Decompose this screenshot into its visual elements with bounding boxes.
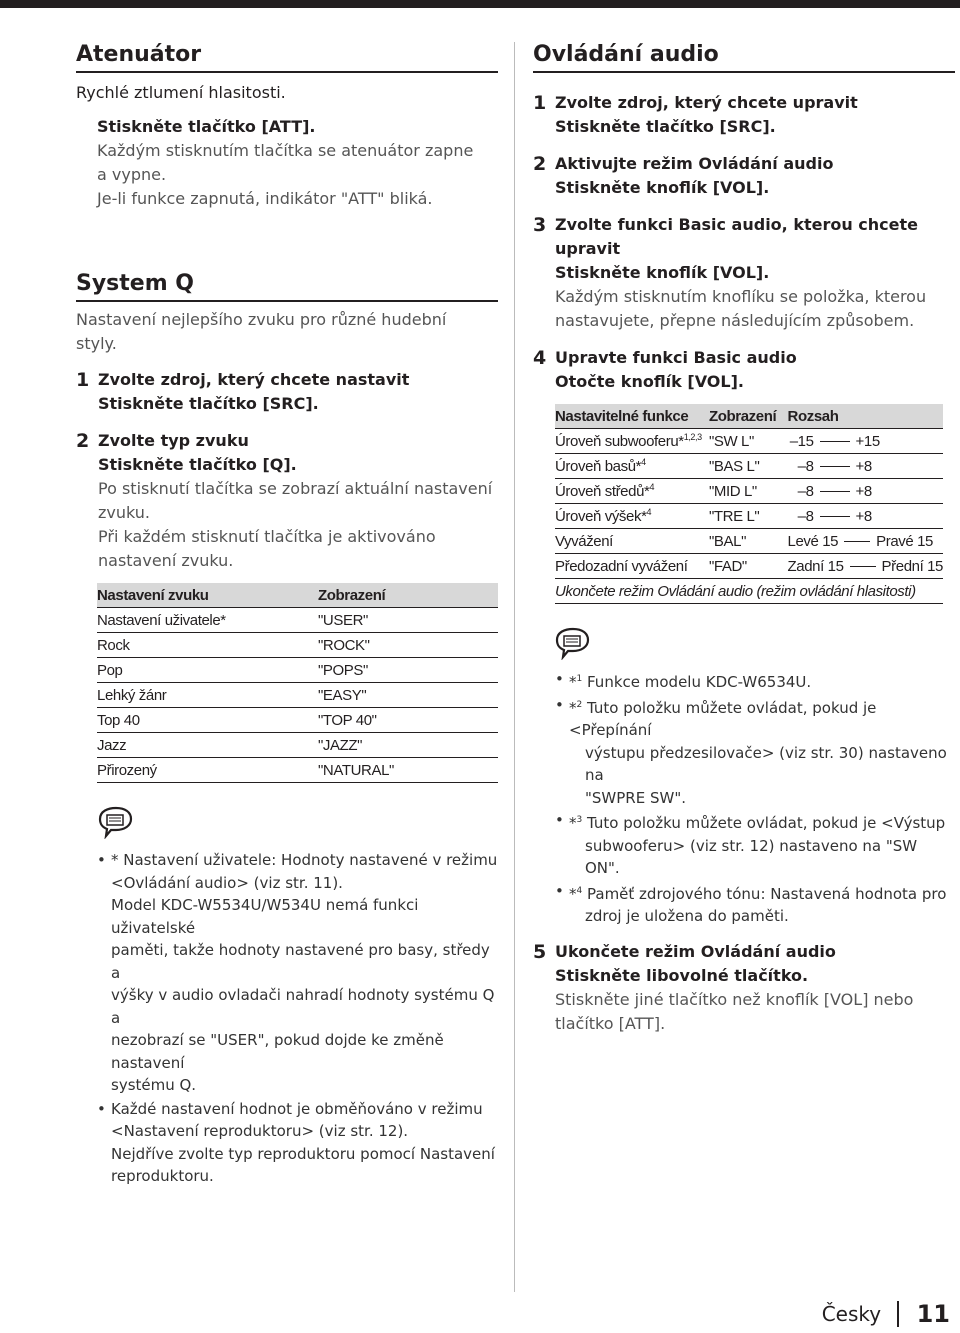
- table-row: [555, 529, 943, 554]
- range-line: [850, 566, 876, 568]
- page-number: 11: [916, 1300, 950, 1328]
- step-desc: tlačítko [ATT].: [555, 1013, 666, 1033]
- table-cell: "SW L": [709, 429, 788, 454]
- note-text: zdroj je uložena do paměti.: [585, 907, 789, 925]
- bullet-dot: •: [97, 1099, 106, 1118]
- table-row: [555, 429, 943, 454]
- note-item: [555, 880, 955, 928]
- table-header-row: [97, 583, 498, 608]
- range-to: Přední 15: [881, 557, 943, 575]
- audio-step3: [533, 213, 955, 333]
- footnote-ref: 4: [641, 457, 646, 467]
- note-mark: *: [569, 814, 577, 832]
- note-item: [97, 849, 498, 1097]
- note-text: Paměť zdrojového tónu: Nastavená hodnota pro: [582, 884, 947, 903]
- table-footer-cell: Ukončete režim Ovládání audio (režim ovládání hlasitosti): [555, 579, 943, 604]
- table-cell: Předozadní vyvážení: [555, 554, 709, 579]
- step-instruction: Otočte knoflík [VOL].: [555, 372, 744, 391]
- step-number: 1: [76, 369, 90, 391]
- table-cell: Jazz: [97, 733, 318, 758]
- table-cell: [788, 479, 943, 504]
- table-cell: [555, 479, 709, 504]
- atenuator-desc-line3: Je-li funkce zapnutá, indikátor "ATT" bliká.: [97, 189, 433, 208]
- step-title: Ukončete režim Ovládání audio: [555, 941, 836, 961]
- note-text: Model KDC-W5534U/W534U nemá funkci uživatelské: [111, 896, 419, 937]
- note-mark: *: [569, 884, 577, 903]
- step-number: 5: [533, 940, 547, 963]
- table-cell: [788, 454, 943, 479]
- sound-settings-table: [97, 583, 498, 783]
- step-instruction: Stiskněte libovolné tlačítko.: [555, 965, 809, 985]
- table-row: [555, 554, 943, 579]
- step-instruction: Stiskněte tlačítko [Q].: [98, 455, 297, 474]
- table-cell: "FAD": [709, 554, 788, 579]
- note-text: výšky v audio ovladači nahradí hodnoty systému Q a: [111, 986, 495, 1027]
- note-mark: *: [569, 698, 577, 717]
- table-cell: "ROCK": [318, 633, 498, 658]
- step-number: 4: [533, 347, 547, 369]
- step-desc: nastavení zvuku.: [98, 551, 234, 570]
- table-cell: "EASY": [318, 683, 498, 708]
- audio-step5: [533, 940, 955, 1036]
- systemq-heading: System Q: [76, 269, 498, 302]
- table-row: [97, 633, 498, 658]
- table-cell: [555, 454, 709, 479]
- table-cell: Lehký žánr: [97, 683, 318, 708]
- audio-settings-table: [555, 404, 943, 604]
- top-bar: [0, 0, 960, 8]
- table-header-cell: Nastavení zvuku: [97, 583, 318, 608]
- step-instruction: Stiskněte knoflík [VOL].: [555, 178, 770, 197]
- column-divider: [514, 42, 515, 1292]
- table-header-cell: Zobrazení: [709, 404, 788, 429]
- range-from: –8: [797, 482, 814, 500]
- bullet-dot: •: [97, 851, 106, 869]
- range-from: Zadní 15: [787, 557, 844, 575]
- audio-step4: [533, 346, 955, 394]
- footnote-ref: 4: [649, 482, 655, 492]
- table-cell: "NATURAL": [318, 758, 498, 783]
- table-cell: Pop: [97, 658, 318, 683]
- table-cell: [555, 429, 709, 454]
- range-from: –15: [789, 432, 814, 450]
- table-row: [555, 504, 943, 529]
- table-cell: Vyvážení: [555, 529, 709, 554]
- footnote-ref: 2: [576, 699, 583, 710]
- note-icon: [553, 626, 955, 660]
- note-item: [97, 1098, 498, 1188]
- step-desc: Při každém stisknutí tlačítka je aktivováno: [98, 527, 436, 546]
- table-cell: [788, 529, 943, 554]
- table-row: [97, 658, 498, 683]
- table-header-row: [555, 404, 943, 429]
- note-text: Nejdříve zvolte typ reproduktoru pomocí Nastavení: [111, 1144, 495, 1163]
- systemq-step1: [76, 368, 498, 416]
- range-from: –8: [797, 507, 814, 525]
- left-column: [76, 40, 498, 1188]
- step-number: 3: [533, 214, 547, 236]
- step-desc: Po stisknutí tlačítka se zobrazí aktuální nastavení: [98, 479, 493, 498]
- table-cell: Rock: [97, 633, 318, 658]
- note-text: Tuto položku můžete ovládat, pokud je <Přepínání: [569, 698, 877, 739]
- step-title: Zvolte typ zvuku: [98, 431, 249, 450]
- table-row: [97, 708, 498, 733]
- step-number: 2: [76, 430, 90, 452]
- audio-step1: [533, 91, 955, 139]
- note-text: <Ovládání audio> (viz str. 11).: [111, 873, 343, 892]
- table-row: [97, 608, 498, 633]
- table-cell: "MID L": [709, 479, 788, 504]
- bullet-dot: •: [555, 695, 564, 714]
- table-row: [555, 454, 943, 479]
- range-to: +8: [855, 507, 872, 525]
- systemq-intro-line1: Nastavení nejlepšího zvuku pro různé hudební: [76, 310, 447, 329]
- range-to: +8: [855, 457, 872, 475]
- footer-language: Česky: [821, 1302, 882, 1326]
- note-text: výstupu předzesilovače> (viz str. 30) nastaveno na: [585, 743, 947, 784]
- bullet-dot: •: [555, 811, 564, 829]
- note-text: reproduktoru.: [111, 1167, 214, 1185]
- atenuator-instruction: Stiskněte tlačítko [ATT].: [97, 117, 316, 136]
- table-cell: Přirozený: [97, 758, 318, 783]
- range-from: Levé 15: [787, 532, 839, 550]
- note-item: [555, 809, 955, 880]
- step-title: Zvolte funkci Basic audio, kterou chcete: [555, 215, 919, 234]
- note-text: paměti, takže hodnoty nastavené pro basy, středy a: [111, 941, 490, 982]
- function-name: Úroveň subwooferu*: [555, 433, 684, 450]
- table-cell: "BAL": [709, 529, 788, 554]
- step-number: 2: [533, 153, 547, 175]
- note-text: nezobrazí se "USER", pokud dojde ke změně nastavení: [111, 1031, 444, 1072]
- table-row: [555, 579, 943, 604]
- step-number: 1: [533, 92, 547, 114]
- note-text: Funkce modelu KDC-W6534U.: [582, 673, 812, 691]
- table-cell: "JAZZ": [318, 733, 498, 758]
- range-line: [820, 466, 850, 468]
- footnote-ref: 4: [646, 507, 652, 517]
- step-title: Zvolte zdroj, který chcete upravit: [555, 93, 858, 112]
- note-icon: [96, 805, 498, 839]
- table-cell: [788, 429, 943, 454]
- range-line: [820, 516, 850, 518]
- table-cell: "TOP 40": [318, 708, 498, 733]
- table-cell: [788, 554, 943, 579]
- bullet-dot: •: [555, 881, 564, 900]
- table-row: [97, 683, 498, 708]
- range-to: Pravé 15: [876, 532, 933, 550]
- footnote-ref: 1,2,3: [683, 432, 702, 442]
- note-text: subwooferu> (viz str. 12) nastaveno na "SW ON".: [585, 836, 918, 877]
- step-instruction: Stiskněte knoflík [VOL].: [555, 263, 770, 282]
- right-column: [533, 40, 955, 1036]
- table-cell: "BAS L": [709, 454, 788, 479]
- step-title: upravit: [555, 239, 621, 258]
- table-cell: "POPS": [318, 658, 498, 683]
- step-title: Zvolte zdroj, který chcete nastavit: [98, 370, 410, 389]
- systemq-intro-line2: styly.: [76, 334, 117, 353]
- note-text: Každé nastavení hodnot je obměňováno v režimu: [111, 1099, 483, 1118]
- note-text: <Nastavení reproduktoru> (viz str. 12).: [111, 1122, 409, 1140]
- range-to: +8: [855, 482, 872, 500]
- step-desc: Stiskněte jiné tlačítko než knoflík [VOL] nebo: [555, 989, 914, 1009]
- audio-notes: [555, 668, 955, 928]
- note-mark: *: [569, 673, 577, 691]
- table-header-cell: Nastavitelné funkce: [555, 404, 709, 429]
- table-cell: Top 40: [97, 708, 318, 733]
- bullet-dot: •: [555, 670, 564, 688]
- table-header-cell: Rozsah: [788, 404, 943, 429]
- note-item: [555, 694, 955, 810]
- range-line: [820, 441, 850, 443]
- range-from: –8: [797, 457, 814, 475]
- step-title: Aktivujte režim Ovládání audio: [555, 154, 834, 173]
- note-text: "SWPRE SW".: [585, 788, 686, 807]
- table-cell: "USER": [318, 608, 498, 633]
- note-text: * Nastavení uživatele: Hodnoty nastavené v režimu: [111, 851, 498, 869]
- step-title: Upravte funkci Basic audio: [555, 348, 797, 367]
- table-row: [97, 758, 498, 783]
- note-text: Tuto položku můžete ovládat, pokud je <Výstup: [582, 814, 946, 832]
- page-footer: [822, 1300, 950, 1328]
- table-cell: [555, 504, 709, 529]
- step-instruction: Stiskněte tlačítko [SRC].: [555, 117, 776, 136]
- atenuator-desc-line1: Každým stisknutím tlačítka se atenuátor zapne: [97, 141, 474, 160]
- footnote-ref: 1: [576, 674, 583, 684]
- footer-separator: [897, 1301, 899, 1327]
- function-name: Úroveň středů*: [555, 483, 650, 500]
- step-instruction: Stiskněte tlačítko [SRC].: [98, 394, 319, 413]
- atenuator-desc-line2: a vypne.: [97, 165, 167, 184]
- note-text: systému Q.: [111, 1076, 197, 1094]
- audio-step2: [533, 152, 955, 200]
- atenuator-intro: Rychlé ztlumení hlasitosti.: [76, 83, 286, 102]
- step-desc: Každým stisknutím knoflíku se položka, kterou: [555, 287, 927, 306]
- table-cell: Nastavení uživatele*: [97, 608, 318, 633]
- footnote-ref: 3: [576, 815, 583, 825]
- table-row: [555, 479, 943, 504]
- step-desc: zvuku.: [98, 503, 151, 522]
- table-header-cell: Zobrazení: [318, 583, 498, 608]
- range-to: +15: [855, 432, 880, 450]
- function-name: Úroveň výšek*: [555, 508, 647, 525]
- range-line: [820, 491, 850, 493]
- systemq-notes: [97, 849, 498, 1188]
- atenuator-heading: Atenuátor: [76, 40, 498, 73]
- function-name: Úroveň basů*: [555, 458, 642, 475]
- footnote-ref: 4: [576, 885, 583, 896]
- audio-control-heading: Ovládání audio: [533, 40, 955, 73]
- systemq-step2: [76, 429, 498, 573]
- table-cell: "TRE L": [709, 504, 788, 529]
- table-row: [97, 733, 498, 758]
- note-item: [555, 668, 955, 694]
- table-cell: [788, 504, 943, 529]
- range-line: [844, 541, 870, 543]
- step-desc: nastavujete, přepne následujícím způsobem.: [555, 311, 915, 330]
